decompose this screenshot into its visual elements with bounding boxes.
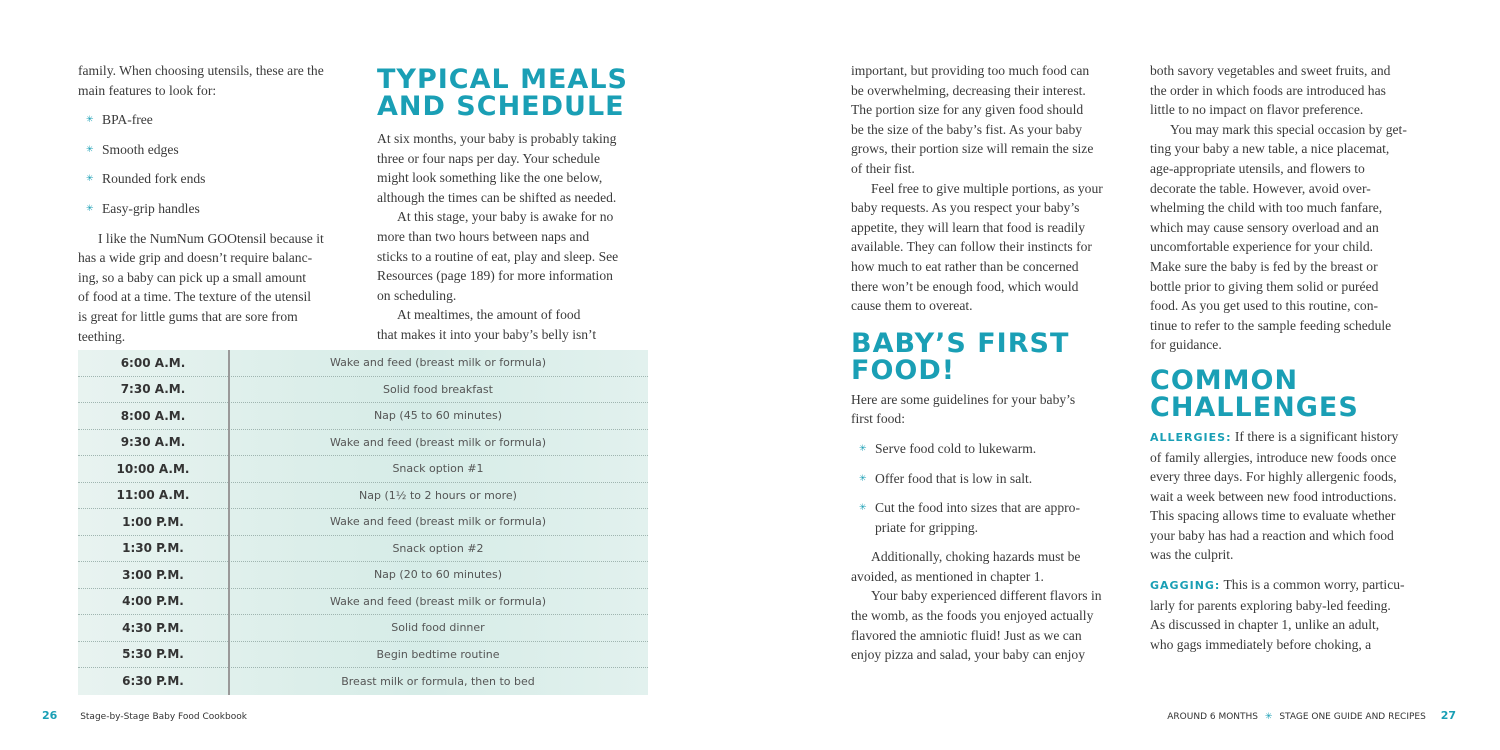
bullet-item: ✳ BPA-free: [78, 110, 358, 130]
text-line: might look something like the one below,: [377, 170, 603, 186]
activity-cell: Wake and feed (breast milk or formula): [330, 594, 546, 608]
text-line: which may cause sensory overload and an: [1150, 219, 1379, 235]
time-cell: 3:00 P.M.: [122, 567, 184, 582]
text-line: both savory vegetables and sweet fruits, and: [1150, 63, 1391, 78]
text: This spacing allows time to evaluate whether: [1150, 508, 1396, 524]
activity-cell: Solid food breakfast: [383, 382, 493, 396]
text-line: I like the NumNum GOOtensil because it: [98, 230, 324, 246]
section-name: AROUND 6 MONTHS: [1167, 712, 1259, 722]
heading-line: COMMON: [1150, 364, 1299, 396]
text-line: bottle prior to giving them solid or puréed: [1150, 278, 1379, 294]
text-line: [1150, 467, 1440, 487]
gagging-section: [1150, 575, 1440, 654]
text-line: [1150, 526, 1440, 546]
text-line: sticks to a routine of eat, play and sleep. See: [377, 248, 619, 264]
bullet-item: [851, 469, 1131, 489]
footer-right: [1167, 709, 1456, 722]
activity-cell: Wake and feed (breast milk or formula): [330, 515, 546, 529]
table-row: [78, 562, 648, 589]
bullet-item: ✳ Smooth edges: [78, 140, 358, 160]
activity-cell: Solid food dinner: [391, 621, 485, 635]
time-cell: 4:00 P.M.: [122, 594, 184, 609]
heading-line: CHALLENGES: [1150, 391, 1359, 423]
text-line: [1150, 506, 1440, 526]
text: of family allergies, introduce new foods once: [1150, 449, 1397, 465]
table-row: [78, 509, 648, 536]
activity-cell: Wake and feed (breast milk or formula): [330, 435, 546, 449]
heading-typical-meals: [377, 66, 628, 120]
text-line: Feel free to give multiple portions, as your: [871, 180, 1103, 196]
time-cell: 1:30 P.M.: [122, 541, 184, 556]
separator-icon: ✳: [1264, 712, 1273, 722]
table-row: [78, 536, 648, 563]
text-line: enjoy pizza and salad, your baby can enjoy: [851, 647, 1086, 663]
text-line: Make sure the baby is fed by the breast or: [1150, 258, 1378, 274]
time-cell: 11:00 A.M.: [116, 488, 190, 503]
table-row: [78, 350, 648, 377]
time-cell: 4:30 P.M.: [122, 620, 184, 635]
text-line: how much to eat rather than be concerned: [851, 258, 1079, 274]
page-number: 27: [1440, 709, 1456, 722]
text-line: ✳ Serve food cold to lukewarm.: [875, 440, 1037, 456]
text-line: family. When choosing utensils, these are the: [78, 63, 324, 78]
text-line: cause them to overeat.: [851, 298, 973, 314]
text-line: is great for little gums that are sore from: [78, 308, 298, 324]
feeding-schedule-table: [78, 350, 648, 695]
text-line: be the size of the baby’s fist. As your baby: [851, 121, 1083, 137]
time-cell: 10:00 A.M.: [116, 461, 190, 476]
text-line: baby requests. As you respect your baby’s: [851, 200, 1080, 216]
text-line: little to no impact on flavor preference.: [1150, 102, 1364, 118]
right-column-1: [851, 61, 1131, 665]
text-line: although the times can be shifted as needed.: [377, 189, 617, 205]
book-title: Stage-by-Stage Baby Food Cookbook: [80, 712, 247, 722]
text-line: more than two hours between naps and: [377, 228, 590, 244]
heading-common-challenges: [1150, 364, 1440, 423]
activity-cell: Begin bedtime routine: [376, 647, 500, 661]
activity-cell: Nap (20 to 60 minutes): [373, 568, 503, 582]
text-line: first food:: [851, 411, 905, 427]
text-line: At this stage, your baby is awake for no: [397, 209, 614, 225]
table-row: [78, 456, 648, 483]
time-cell: 5:30 P.M.: [122, 647, 184, 662]
text: who gags immediately before choking, a: [1150, 636, 1372, 652]
text-line: has a wide grip and doesn’t require balanc-: [78, 250, 313, 266]
bullet-item: ✳ Rounded fork ends: [78, 169, 358, 189]
paragraph: [78, 229, 358, 347]
text: your baby has had a reaction and which food: [1150, 527, 1394, 543]
text-line: tinue to refer to the sample feeding schedule: [1150, 317, 1392, 333]
gagging-label: GAGGING:: [1150, 579, 1221, 593]
table-row: [78, 403, 648, 430]
text-line: available. They can follow their instincts for: [851, 239, 1092, 255]
activity-cell: Nap (45 to 60 minutes): [373, 409, 503, 423]
activity-cell: Wake and feed (breast milk or formula): [330, 356, 546, 370]
table-row: [78, 642, 648, 669]
table-row: [78, 668, 648, 695]
text-line: appetite, they will learn that food is readily: [851, 219, 1086, 235]
bullet-item: [851, 439, 1131, 459]
text: was the culprit.: [1150, 547, 1234, 563]
text-line: [1150, 448, 1440, 468]
table-row: [78, 430, 648, 457]
text: If there is a significant history: [1231, 428, 1399, 444]
text-line: whelming the child with too much fanfare,: [1150, 200, 1383, 216]
chapter-name: STAGE ONE GUIDE AND RECIPES: [1279, 712, 1426, 722]
page-number: 26: [42, 709, 58, 722]
text-line: ✳ Cut the food into sizes that are appro-: [875, 500, 1080, 516]
time-cell: 1:00 P.M.: [122, 514, 184, 529]
text-line: The portion size for any given food should: [851, 102, 1084, 118]
activity-cell: Snack option #2: [392, 541, 484, 555]
activity-cell: Snack option #1: [392, 462, 484, 476]
text-line: uncomfortable experience for your child.: [1150, 239, 1374, 255]
table-row: [78, 615, 648, 642]
text-line: be overwhelming, decreasing their interest.: [851, 82, 1086, 98]
text: larly for parents exploring baby-led feeding.: [1150, 597, 1391, 613]
activity-cell: Breast milk or formula, then to bed: [341, 674, 535, 688]
text-line: [1150, 545, 1440, 565]
text-line: Here are some guidelines for your baby’s: [851, 391, 1076, 407]
text-line: avoided, as mentioned in chapter 1.: [851, 568, 1044, 584]
text-line: of food at a time. The texture of the utensil: [78, 289, 312, 305]
bullet-item: ✳ Easy-grip handles: [78, 199, 358, 219]
text-line: [1150, 615, 1440, 635]
text-line: grows, their portion size will remain the size: [851, 141, 1094, 157]
text-line: age-appropriate utensils, and flowers to: [1150, 160, 1365, 176]
footer-left: [42, 709, 247, 722]
text-line: ing, so a baby can pick up a small amount: [78, 269, 307, 285]
text-line: there won’t be enough food, which would: [851, 278, 1079, 294]
heading-line: AND SCHEDULE: [377, 91, 625, 122]
text: As discussed in chapter 1, unlike an adult,: [1150, 617, 1380, 633]
text: This is a common worry, particu-: [1220, 577, 1405, 593]
text-line: ting your baby a new table, a nice placemat,: [1150, 141, 1390, 157]
time-cell: 7:30 A.M.: [120, 382, 186, 397]
allergies-label: ALLERGIES:: [1150, 430, 1232, 444]
text-line: [1150, 635, 1440, 655]
time-cell: 8:00 A.M.: [120, 408, 186, 423]
text-line: on scheduling.: [377, 287, 457, 303]
text-line: teething.: [78, 328, 126, 344]
text-line: Additionally, choking hazards must be: [871, 549, 1081, 565]
text-line: Resources (page 189) for more information: [377, 268, 613, 284]
text-line: the womb, as the foods you enjoyed actually: [851, 608, 1094, 624]
heading-baby-first-food: [851, 327, 1131, 386]
bullet-item: [851, 498, 1131, 537]
time-cell: 9:30 A.M.: [120, 435, 186, 450]
left-column-2: [377, 129, 647, 345]
text-line: the order in which foods are introduced has: [1150, 82, 1386, 98]
text-line: of their fist.: [851, 160, 915, 176]
activity-cell: Nap (1½ to 2 hours or more): [359, 488, 517, 502]
text-line: [1150, 575, 1440, 596]
text-line: priate for gripping.: [875, 519, 979, 535]
text: every three days. For highly allergenic foods,: [1150, 469, 1397, 485]
heading-line: TYPICAL MEALS: [377, 64, 628, 95]
text-line: important, but providing too much food can: [851, 63, 1090, 78]
text-line: for guidance.: [1150, 337, 1222, 353]
table-row: [78, 483, 648, 510]
text-line: At mealtimes, the amount of food: [397, 307, 581, 323]
table-divider: [228, 350, 230, 695]
text-line: [1150, 427, 1440, 448]
text-line: You may mark this special occasion by get-: [1170, 121, 1407, 137]
text-line: flavored the amniotic fluid! Just as we can: [851, 627, 1082, 643]
heading-line: BABY’S FIRST: [851, 327, 1070, 359]
text-line: [1150, 487, 1440, 507]
table-row: [78, 589, 648, 616]
heading-line: FOOD!: [851, 354, 956, 386]
time-cell: 6:00 A.M.: [120, 355, 186, 370]
text-line: food. As you get used to this routine, con-: [1150, 298, 1379, 314]
time-cell: 6:30 P.M.: [122, 674, 184, 689]
text-line: main features to look for:: [78, 82, 217, 98]
text-line: [1150, 596, 1440, 616]
text-line: three or four naps per day. Your schedule: [377, 150, 600, 166]
table-row: [78, 377, 648, 404]
paragraph: [851, 547, 1131, 586]
text-line: that makes it into your baby’s belly isn’t: [377, 326, 597, 342]
text-line: decorate the table. However, avoid over-: [1150, 180, 1371, 196]
allergies-section: [1150, 427, 1440, 565]
left-column-1: [78, 61, 358, 346]
text-line: Your baby experienced different flavors in: [871, 588, 1102, 604]
right-column-2: [1150, 61, 1440, 654]
text-line: ✳ Offer food that is low in salt.: [875, 470, 1033, 486]
text-line: At six months, your baby is probably taking: [377, 131, 617, 146]
text: wait a week between new food introductions.: [1150, 488, 1397, 504]
